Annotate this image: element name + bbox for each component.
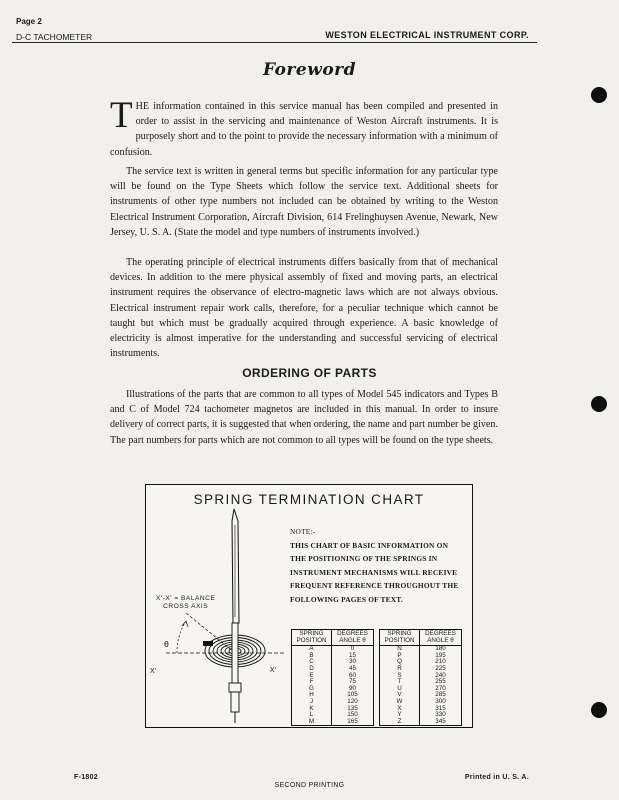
axis-label [156,595,215,611]
spring-stud [203,641,213,646]
pointer-needle [232,509,239,623]
spring-position-cell: D [292,666,332,673]
angle-cell: 270 [420,686,462,693]
spring-position-cell: R [380,666,420,673]
chart-title: SPRING TERMINATION CHART [193,492,425,507]
angle-cell: 285 [420,692,462,699]
spring-position-cell: S [380,673,420,680]
header-rule [12,42,537,43]
table-row [292,653,374,660]
binder-hole [591,702,607,718]
x-right-label: X' [270,667,277,674]
table-row [380,699,462,706]
table-row [380,673,462,680]
printed-in: Printed in U. S. A. [464,774,529,781]
spring-position-cell: C [292,659,332,666]
chart-note [290,525,465,607]
table-row [380,719,462,726]
angle-cell: 195 [420,653,462,660]
angle-cell: 90 [332,686,374,693]
table-row [380,653,462,660]
axis-label-line1: X'-X' = BALANCE [156,595,216,602]
header-subject: D-C TACHOMETER [16,32,93,42]
angle-table-left [291,629,374,726]
arbor-shaft [232,623,238,685]
spring-position-cell: E [292,673,332,680]
angle-cell: 225 [420,666,462,673]
paragraph-intro [110,95,498,160]
spring-position-cell: P [380,653,420,660]
theta-label: θ [164,640,169,649]
printing-note: SECOND PRINTING [274,782,345,789]
spring-position-cell: A [292,646,332,653]
spring-position-cell: H [292,692,332,699]
page-number: Page 2 [16,17,42,26]
form-number: F-1802 [74,774,98,781]
table-row [292,679,374,686]
table-row [380,646,462,653]
table-row [380,686,462,693]
spring-position-cell: Y [380,712,420,719]
note-heading: NOTE:- [290,527,316,536]
col-header-degrees: DEGREES ANGLE θ [332,630,374,646]
binder-hole [591,396,607,412]
spring-position-cell: J [292,699,332,706]
table-row [380,666,462,673]
angle-cell: 210 [420,659,462,666]
angle-cell: 255 [420,679,462,686]
angle-cell: 120 [332,699,374,706]
angle-cell: 30 [332,659,374,666]
spring-position-cell: F [292,679,332,686]
section-heading: ORDERING OF PARTS [242,366,377,380]
table-row [380,659,462,666]
binder-hole [591,87,607,103]
spring-position-cell: Q [380,659,420,666]
paragraph-ordering: Illustrations of the parts that are common to all types of Model 545 indicators and Types B and C of Model 724 tachometer magnetos are included in this manual. In order to insure delivery of correct parts, it is suggested that when ordering, the name and part number be given. The part numbers for parts which are not common to all types will be found on the type sheets. [110,389,498,446]
drop-cap: T [110,95,133,136]
angle-cell: 330 [420,712,462,719]
table-row [292,719,374,726]
spring-position-cell: Z [380,719,420,726]
angle-cell: 60 [332,673,374,680]
spring-position-cell: X [380,706,420,713]
table-row [292,706,374,713]
spring-position-cell: K [292,706,332,713]
col-header-position: SPRING POSITION [380,630,420,646]
spring-diagram [146,505,296,727]
axis-label-line2: CROSS AXIS [163,603,209,610]
angle-cell: 345 [420,719,462,726]
spring-position-cell: L [292,712,332,719]
angle-cell: 105 [332,692,374,699]
spring-position-cell: M [292,719,332,726]
page-title: Foreword [262,60,357,80]
spring-position-cell: W [380,699,420,706]
angle-cell: 135 [332,706,374,713]
table-row [292,673,374,680]
note-body: THIS CHART OF BASIC INFORMATION ON THE POSITIONING OF THE SPRINGS IN INSTRUMENT MECHANISMS WILL RECEIVE FREQUENT REFERENCE THROUGHOUT THE FOLLOWING PAGES OF TEXT. [290,540,459,604]
angle-cell: 15 [332,653,374,660]
angle-cell: 165 [332,719,374,726]
table-row [292,646,374,653]
angle-cell: 180 [420,646,462,653]
spring-position-cell: B [292,653,332,660]
table-row [292,699,374,706]
angle-arc [177,621,186,653]
table-row [292,666,374,673]
spring-termination-chart [145,484,473,728]
table-row [380,692,462,699]
header-company: WESTON ELECTRICAL INSTRUMENT CORP. [325,30,529,40]
spring-position-cell: V [380,692,420,699]
spring-position-cell: G [292,686,332,693]
spring-position-cell: T [380,679,420,686]
table-row [292,712,374,719]
col-header-degrees: DEGREES ANGLE θ [420,630,462,646]
table-row [292,686,374,693]
spring-position-cell: N [380,646,420,653]
spring-position-cell: U [380,686,420,693]
paragraph-service-text: The service text is written in general terms but specific information for any particular type will be found on the Type Sheets which follow the service text. Additional sheets for instruments of other type numbers not included can be obtained by writing to the Weston Electrical Instrument Corporation, Aircraft Division, 614 Frelinghuysen Avenue, Newark, New Jersey, U. S. A. (State the model and type numbers of instruments involved.) [110,166,498,238]
angle-cell: 45 [332,666,374,673]
angle-cell: 150 [332,712,374,719]
table-row [380,712,462,719]
angle-cell: 0 [332,646,374,653]
angle-cell: 300 [420,699,462,706]
x-left-label: X' [150,668,157,675]
col-header-position: SPRING POSITION [292,630,332,646]
table-row [292,659,374,666]
angle-cell: 315 [420,706,462,713]
angle-table-right [379,629,462,726]
table-row [292,692,374,699]
angle-cell: 240 [420,673,462,680]
paragraph-operating-principle: The operating principle of electrical instruments differs basically from that of mechanical devices. In addition to the mere physical assembly of fixed and moving parts, an electrical instrument requires the observance of electro-magnetic laws which are not always obvious. Electrical instrument repair work calls, therefore, for a peculiar technique which cannot be taught but which must be gradually acquired through experience. A basic knowledge of electricity is almost imperative for the understanding and successful servicing of electrical instruments. [110,257,498,360]
table-row [380,706,462,713]
table-row [380,679,462,686]
paragraph-intro-text: HE information contained in this service manual has been compiled and presented in order to assist in the servicing and maintenance of Weston Aircraft instruments. It is purposely short and to the point to provide the necessary information with a minimum of confusion. [110,101,498,158]
angle-cell: 75 [332,679,374,686]
